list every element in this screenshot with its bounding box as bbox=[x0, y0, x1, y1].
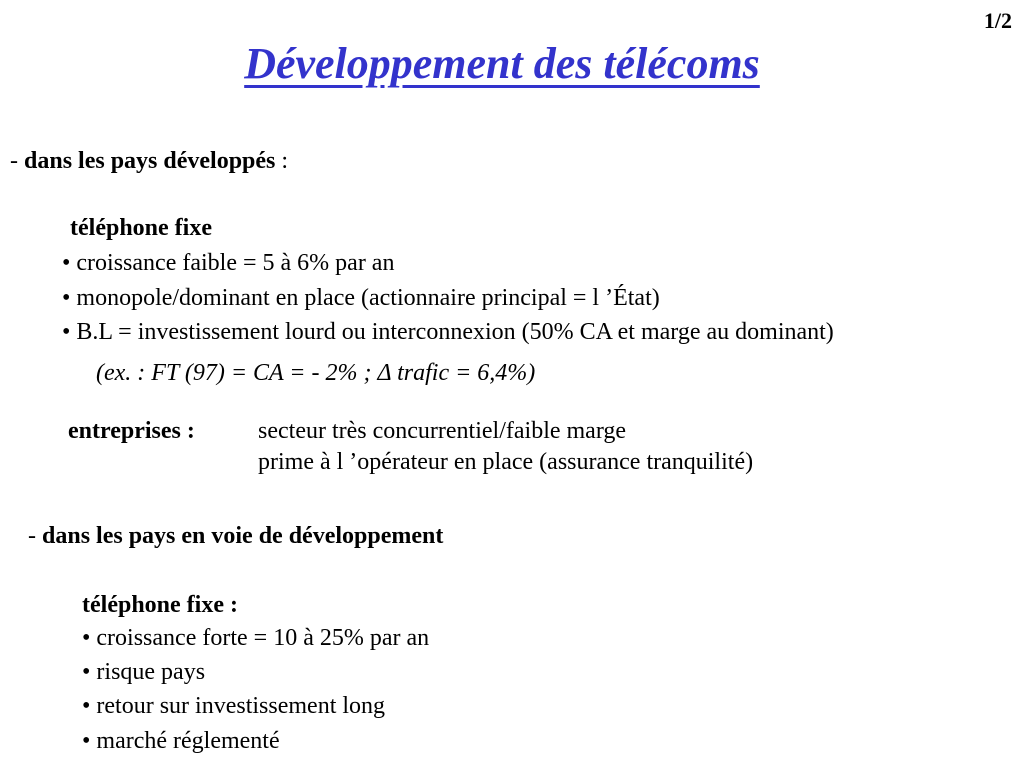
fixed-phone-heading: téléphone fixe bbox=[70, 215, 212, 241]
fixed-phone-heading: téléphone fixe : bbox=[82, 592, 238, 618]
bullet-item: • risque pays bbox=[82, 659, 206, 685]
bullet-item: • B.L = investissement lourd ou interconnexion (50% CA et marge au dominant) bbox=[62, 319, 834, 345]
slide-title bbox=[0, 38, 1004, 89]
section-heading-text: dans les pays en voie de développement bbox=[42, 523, 444, 549]
page-number: 1/2 bbox=[983, 8, 1012, 33]
section-dash: - bbox=[10, 148, 24, 174]
bullet-item: • croissance faible = 5 à 6% par an bbox=[62, 250, 395, 276]
bullet-item: • retour sur investissement long bbox=[82, 693, 386, 719]
section-developing-heading bbox=[28, 520, 443, 552]
bullet-item: • croissance forte = 10 à 25% par an bbox=[82, 625, 430, 651]
bullet-item: • marché réglementé bbox=[82, 728, 280, 754]
business-line: prime à l ’opérateur en place (assurance tranquilité) bbox=[258, 449, 754, 475]
business-label: entreprises : bbox=[68, 418, 195, 444]
section-dash: - bbox=[28, 523, 42, 549]
bullet-item: • monopole/dominant en place (actionnaire principal = l ’État) bbox=[62, 285, 660, 311]
section-developed-heading bbox=[10, 145, 288, 177]
section-heading-suffix: : bbox=[275, 148, 289, 174]
example-note: (ex. : FT (97) = CA = - 2% ; Δ trafic = 6,4%) bbox=[96, 360, 536, 386]
slide-title-text: Développement des télécoms bbox=[244, 39, 760, 88]
section-heading-text: dans les pays développés bbox=[24, 148, 276, 174]
business-line: secteur très concurrentiel/faible marge bbox=[258, 418, 627, 444]
